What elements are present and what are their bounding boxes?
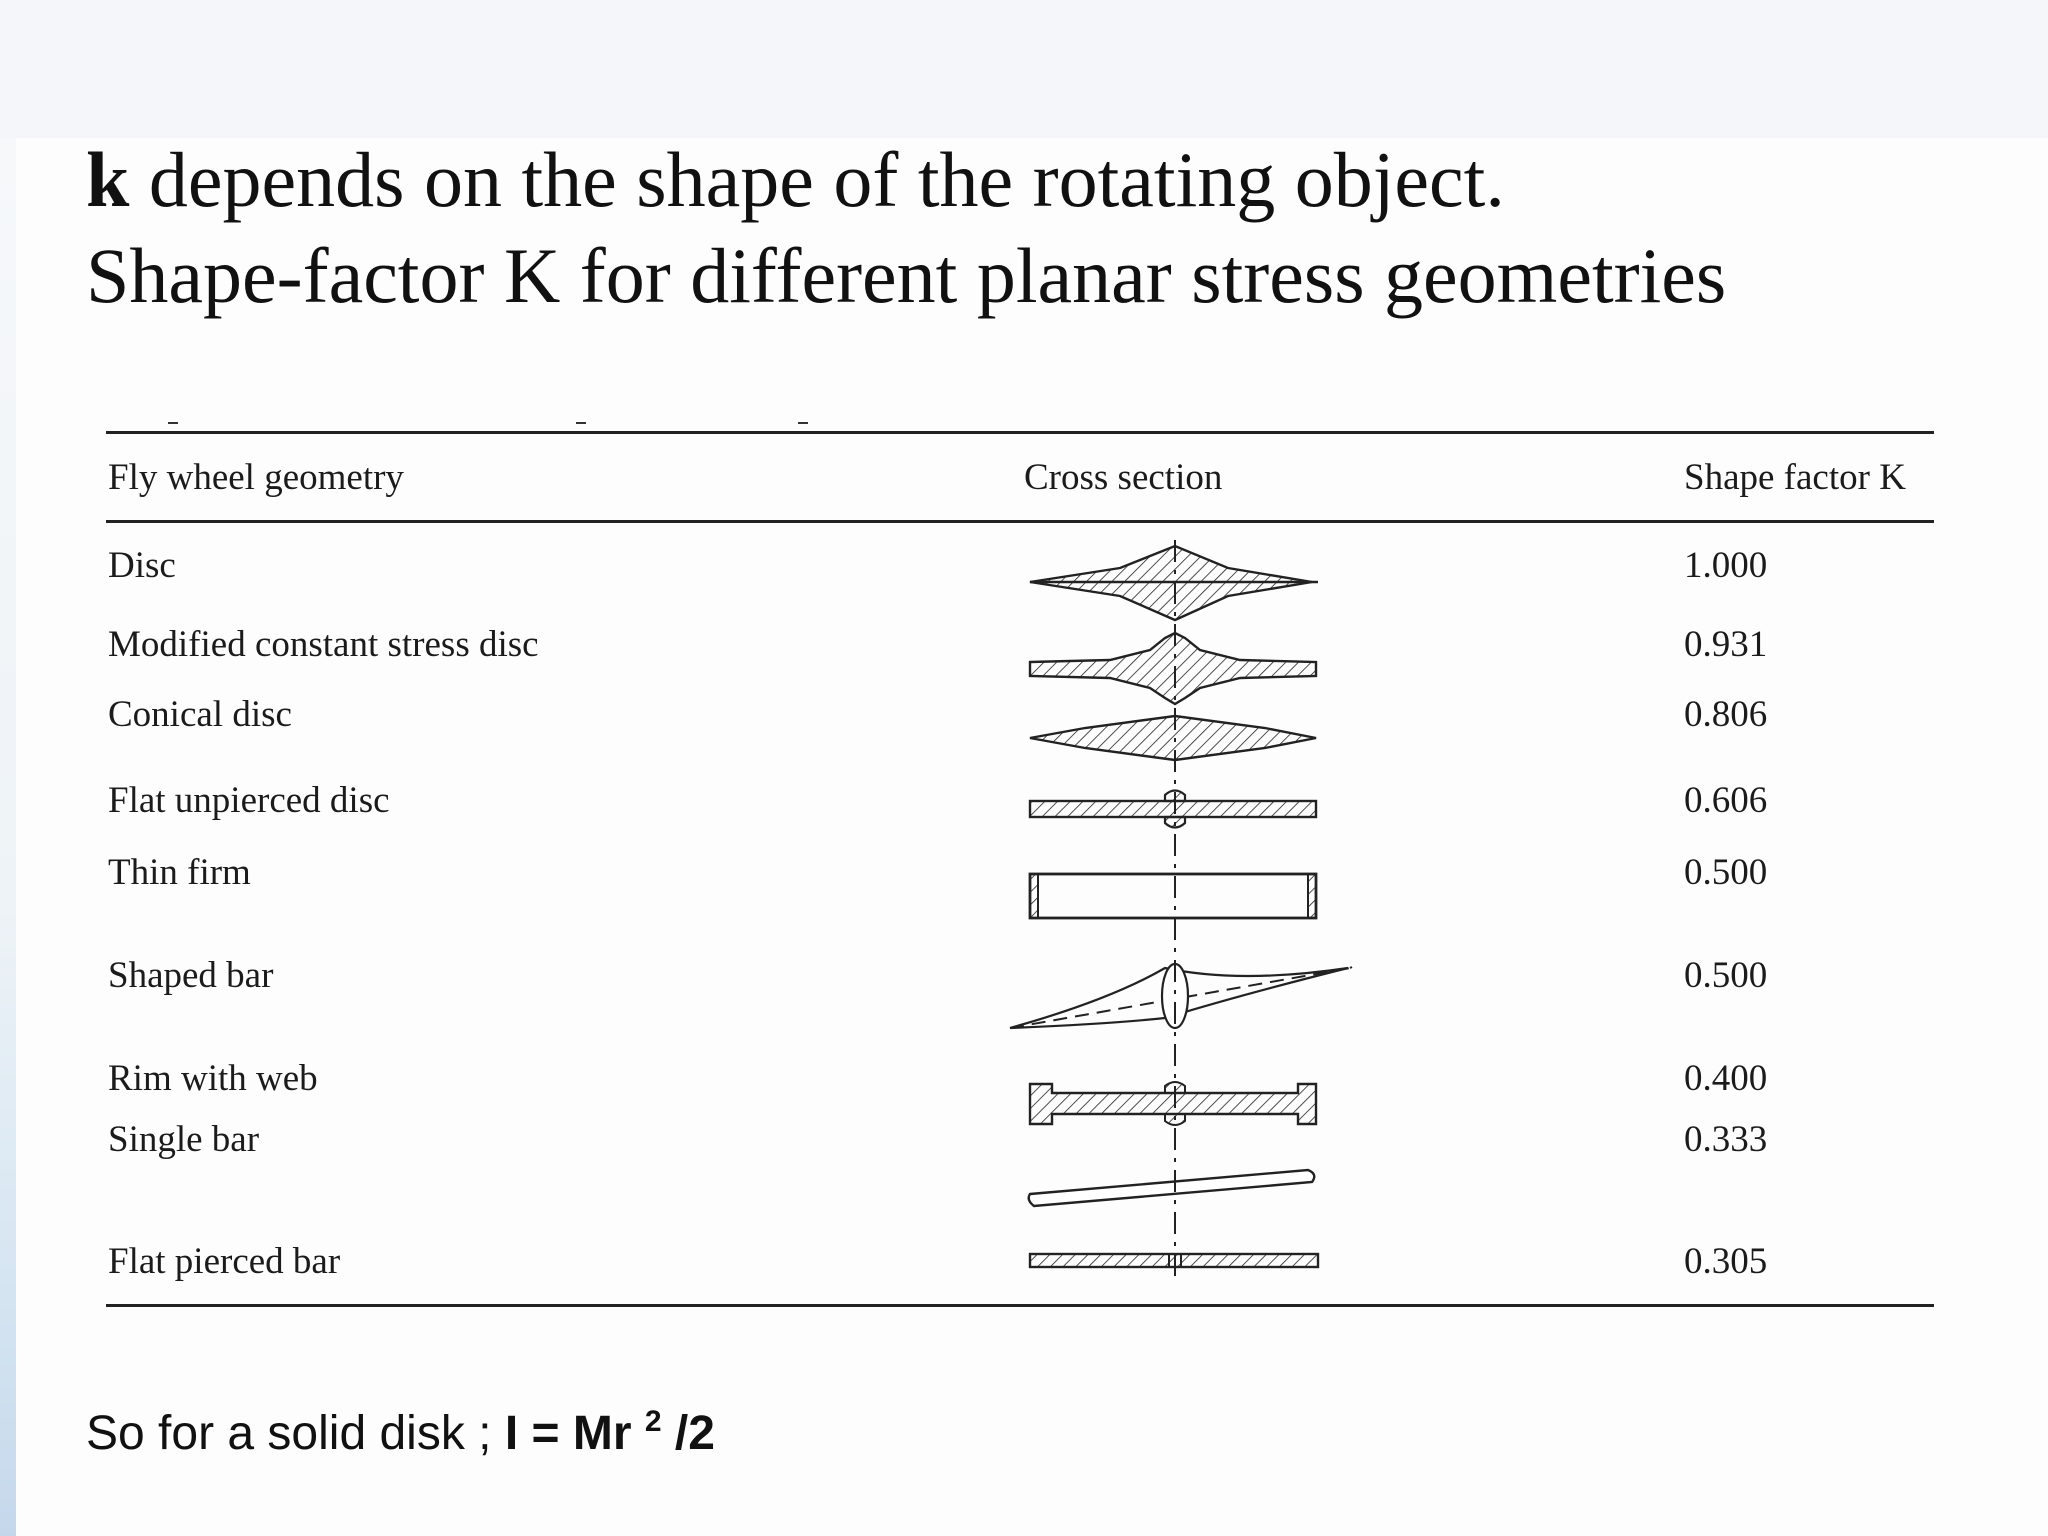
row-k-shaped-bar: 0.500 xyxy=(1684,955,1768,996)
formula-main: I = Mr xyxy=(504,1407,645,1460)
table-bottom-rule xyxy=(106,1304,1934,1307)
row-k-single-bar: 0.333 xyxy=(1684,1119,1768,1160)
row-k-thin-firm: 0.500 xyxy=(1684,852,1768,893)
row-name-flat-unpierced-disc: Flat unpierced disc xyxy=(108,780,390,821)
row-name-disc: Disc xyxy=(108,545,176,586)
row-k-flat-unpierced-disc: 0.606 xyxy=(1684,780,1768,821)
row-name-modified-constant-stress-disc: Modified constant stress disc xyxy=(108,624,539,665)
slide-title xyxy=(86,132,1986,324)
row-k-conical-disc: 0.806 xyxy=(1684,694,1768,735)
title-line-1 xyxy=(86,132,1986,228)
flat-unpierced-disc-cross-section-icon xyxy=(1030,791,1316,828)
title-bold-k: k xyxy=(86,136,130,223)
single-bar-cross-section-icon xyxy=(1029,1170,1315,1206)
formula-tail: /2 xyxy=(661,1407,715,1460)
row-k-modified-constant-stress-disc: 0.931 xyxy=(1684,624,1768,665)
row-name-shaped-bar: Shaped bar xyxy=(108,955,274,996)
rim-with-web-cross-section-icon xyxy=(1030,1082,1316,1125)
row-name-flat-pierced-bar: Flat pierced bar xyxy=(108,1241,341,1282)
header-cross-section: Cross section xyxy=(1024,457,1223,498)
header-geometry: Fly wheel geometry xyxy=(108,457,404,498)
shaped-bar-cross-section-icon xyxy=(1010,964,1352,1028)
footer-prefix: So for a solid disk ; xyxy=(86,1407,505,1460)
thin-firm-cross-section-icon xyxy=(1030,874,1316,918)
modified-constant-stress-disc-cross-section-icon xyxy=(1030,633,1316,704)
row-name-single-bar: Single bar xyxy=(108,1119,260,1160)
row-k-disc: 1.000 xyxy=(1684,545,1768,586)
rule-tick xyxy=(168,422,178,430)
row-name-thin-firm: Thin firm xyxy=(108,852,251,893)
conical-disc-cross-section-icon xyxy=(1030,716,1316,760)
cross-section-drawings xyxy=(980,520,1400,1304)
rule-tick xyxy=(798,422,808,430)
top-background-band xyxy=(0,0,2048,138)
table-top-rule xyxy=(106,431,1934,434)
row-k-rim-with-web: 0.400 xyxy=(1684,1058,1768,1099)
footer-formula xyxy=(86,1393,715,1463)
row-k-flat-pierced-bar: 0.305 xyxy=(1684,1241,1768,1282)
rule-tick xyxy=(576,422,586,430)
left-gradient-band xyxy=(0,138,16,1536)
header-shape-factor: Shape factor K xyxy=(1684,457,1906,498)
row-name-rim-with-web: Rim with web xyxy=(108,1058,318,1099)
title-line-1-text: depends on the shape of the rotating object. xyxy=(129,136,1505,223)
row-name-conical-disc: Conical disc xyxy=(108,694,292,735)
title-line-2: Shape-factor K for different planar stress geometries xyxy=(86,232,1727,319)
formula-exponent: 2 xyxy=(644,1405,662,1438)
